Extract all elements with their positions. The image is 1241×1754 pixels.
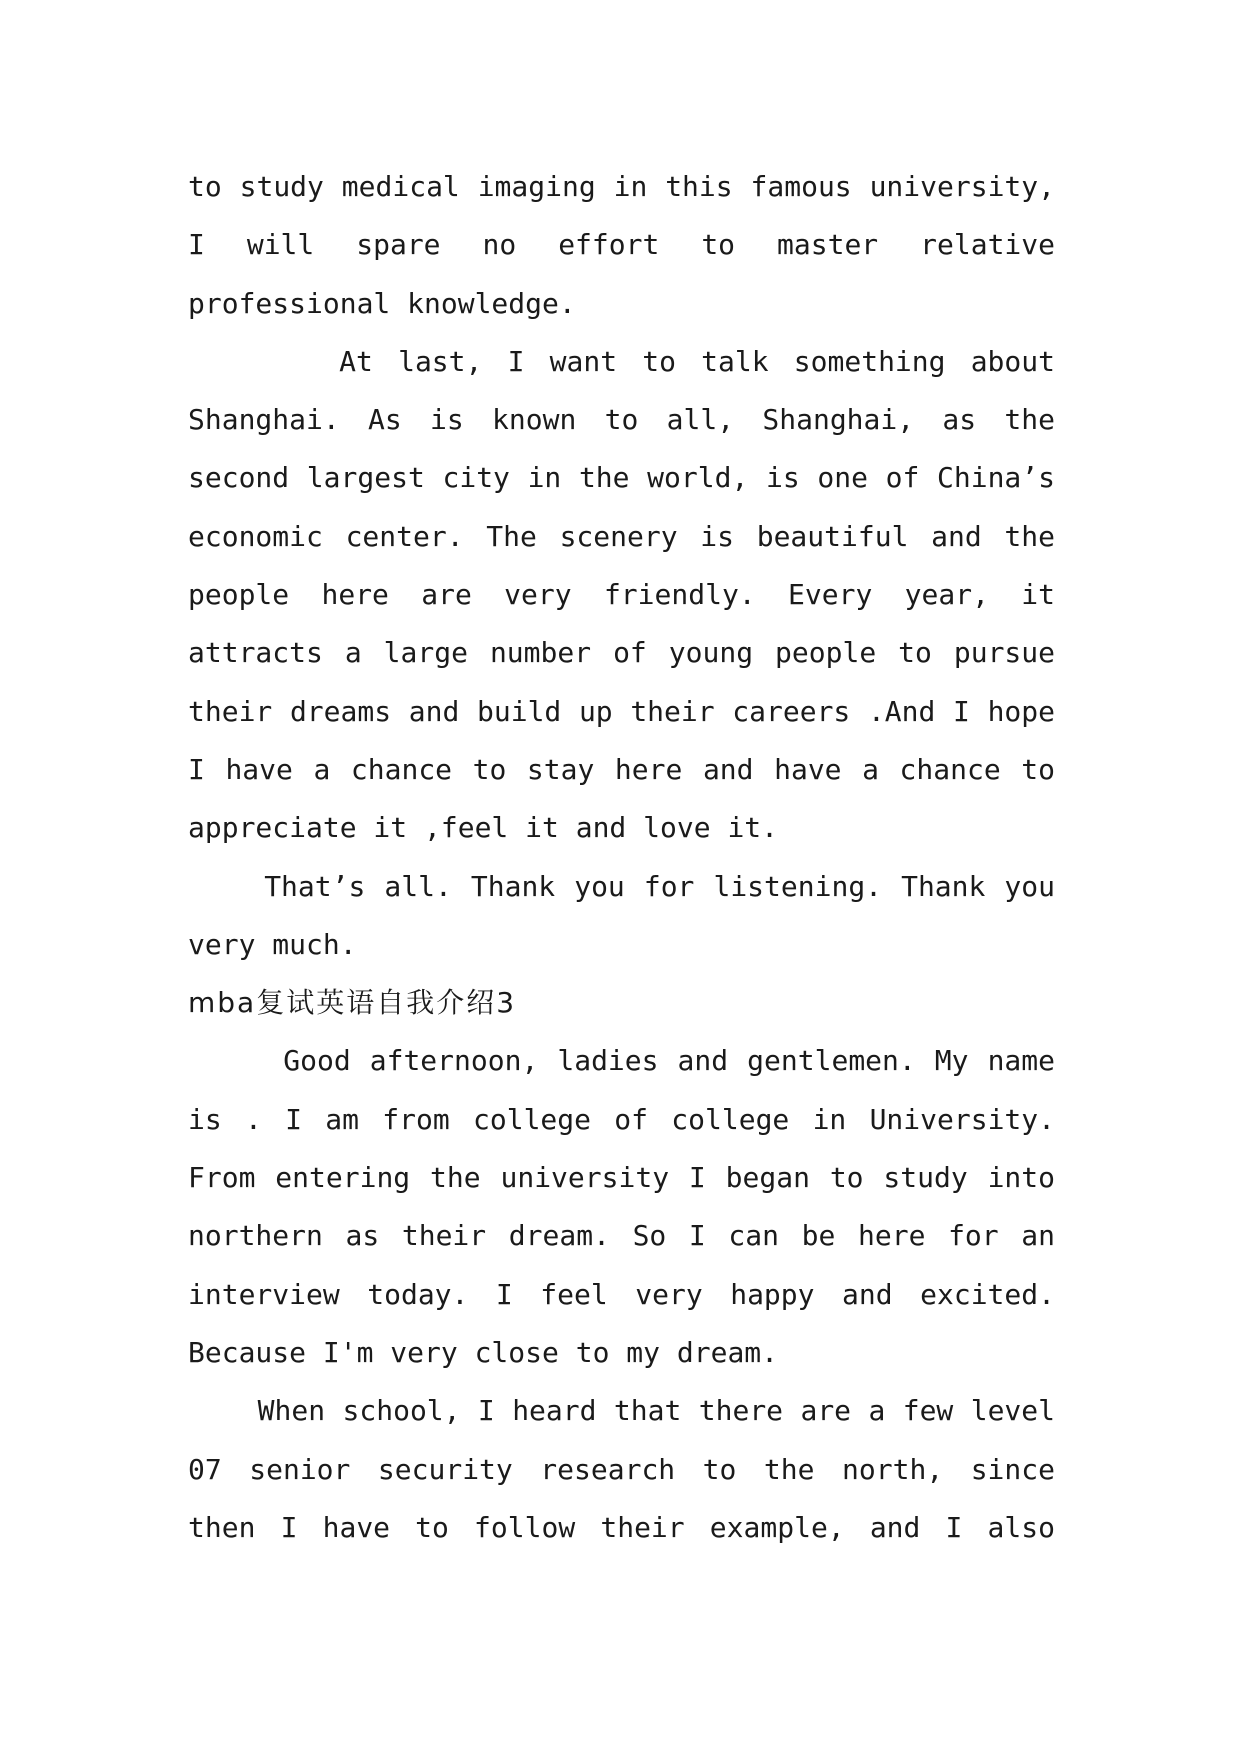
text-line: 07 senior security research to the north, since xyxy=(188,1452,1055,1486)
text-line: interview today. I feel very happy and excited. xyxy=(188,1277,1055,1311)
text-line: second largest city in the world, is one of China’s xyxy=(188,461,1055,495)
text-line: At last, I want to talk something about xyxy=(188,344,1055,378)
section-heading: mba复试英语自我介绍3 xyxy=(188,986,517,1020)
text-line: very much. xyxy=(188,927,357,961)
text-line: Shanghai. As is known to all, Shanghai, as the xyxy=(188,403,1055,437)
text-line: is . I am from college of college in University. xyxy=(188,1102,1055,1136)
text-line: I have a chance to stay here and have a chance to xyxy=(188,752,1055,786)
text-line: When school, I heard that there are a few level xyxy=(188,1394,1055,1428)
text-line: Because I'm very close to my dream. xyxy=(188,1335,779,1369)
text-line: appreciate it ,feel it and love it. xyxy=(188,811,779,845)
text-line: Good afternoon, ladies and gentlemen. My name xyxy=(188,1044,1055,1078)
text-line: professional knowledge. xyxy=(188,286,576,320)
text-line: people here are very friendly. Every year, it xyxy=(188,578,1055,612)
text-line: That’s all. Thank you for listening. Thank you xyxy=(188,869,1055,903)
text-line: economic center. The scenery is beautiful and the xyxy=(188,519,1055,553)
text-line: I will spare no effort to master relative xyxy=(188,228,1055,262)
text-line: northern as their dream. So I can be here for an xyxy=(188,1219,1055,1253)
text-line: attracts a large number of young people to pursue xyxy=(188,636,1055,670)
text-line: From entering the university I began to study into xyxy=(188,1161,1055,1195)
document-body xyxy=(188,158,1055,1557)
text-line: their dreams and build up their careers .And I hope xyxy=(188,694,1055,728)
text-line: to study medical imaging in this famous university, xyxy=(188,170,1055,203)
text-line: then I have to follow their example, and I also xyxy=(188,1510,1055,1544)
